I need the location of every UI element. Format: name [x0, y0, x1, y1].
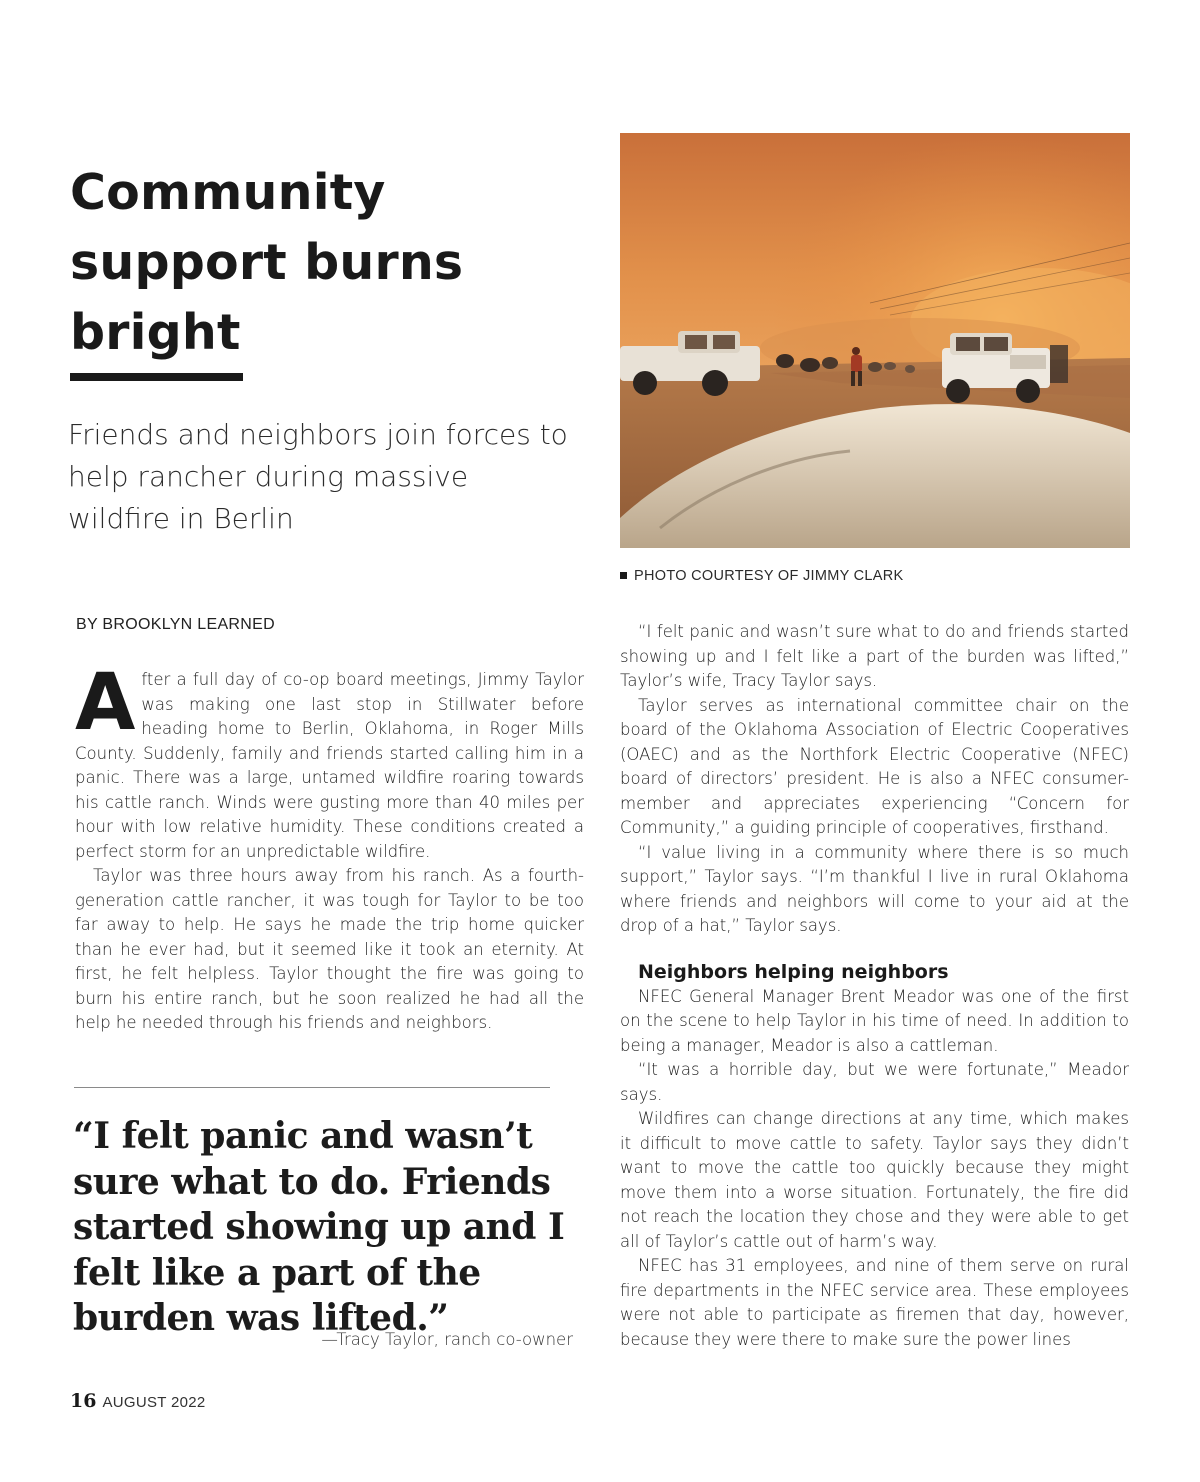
pull-quote: “I felt panic and wasn’t sure what to do. Friends started showing up and I felt like a part of the burden was lifted.” [73, 1115, 565, 1339]
headline-underline-rule [70, 373, 243, 381]
body-paragraph: NFEC General Manager Brent Meador was one of the first on the scene to help Taylor in his time of need. In addition to being a manager, Meador is also a cattleman. [620, 986, 1129, 1055]
drop-cap: A [75, 658, 136, 748]
photo-credit: PHOTO COURTESY OF JIMMY CLARK [634, 568, 904, 584]
body-paragraph: Wildfires can change directions at any time, which makes it difficult to move cattle to safety. Taylor says they didn’t want to move the cattle too quickly because they might move them into a worse situation. Fortunately, the fire did not reach the location they chose and they were able to get all of Taylor’s cattle out of harm’s way. [620, 1109, 1129, 1251]
left-body-column [75, 658, 584, 1036]
deck-subtitle: Friends and neighbors join forces to help rancher during massive wildfire in Berlin [68, 418, 568, 535]
page-footer [70, 1390, 206, 1412]
body-paragraph: Taylor serves as international committee chair on the board of the Oklahoma Association of Electric Cooperatives (OAEC) and as the Northfork Electric Cooperative (NFEC) board of directors’ president. He is also a NFEC consumer-member and appreciates experiencing “Concern for Community,” a guiding principle of cooperatives, firsthand. [620, 695, 1129, 837]
photo-caption [620, 568, 903, 584]
wildfire-photo [620, 133, 1130, 548]
right-body-column [620, 620, 1129, 1352]
section-subhead: Neighbors helping neighbors [638, 960, 949, 983]
byline: BY BROOKLYN LEARNED [76, 616, 275, 633]
headline: Community support burns bright [70, 164, 464, 361]
body-paragraph: Taylor was three hours away from his ranch. As a fourth-generation cattle rancher, it was tough for Taylor to be too far away to help. He says he made the trip home quicker than he ever had, but it seemed like it took an eternity. At first, he felt helpless. Taylor thought the fire was going to burn his entire ranch, but he soon realized he had all the help he needed through his friends and neighbors. [75, 866, 584, 1032]
pull-quote-attribution: —Tracy Taylor, ranch co-owner [321, 1330, 573, 1349]
body-paragraph [75, 658, 584, 864]
pull-quote-divider [74, 1087, 550, 1088]
paragraph-text: fter a full day of co-op board meetings, Jimmy Taylor was making one last stop in Stillwater before heading home to Berlin, Oklahoma, in Roger Mills County. Suddenly, family and friends started calling him in a panic. There was a large, untamed wildfire roaring towards his cattle ranch. Winds were gusting more than 40 miles per hour with low relative humidity. These conditions created a perfect storm for an unpredictable wildfire. [75, 670, 584, 861]
body-paragraph: “It was a horrible day, but we were fortunate,” Meador says. [620, 1060, 1129, 1104]
issue-date: AUGUST 2022 [102, 1394, 206, 1411]
caption-square-icon [620, 572, 627, 579]
body-paragraph: “I value living in a community where there is so much support,” Taylor says. “I’m thankful I live in rural Oklahoma where friends and neighbors will come to your aid at the drop of a hat,” Taylor says. [620, 842, 1129, 935]
body-paragraph: “I felt panic and wasn’t sure what to do and friends started showing up and I felt like a part of the burden was lifted,” Taylor’s wife, Tracy Taylor says. [620, 622, 1129, 690]
page-number: 16 [70, 1390, 97, 1412]
body-paragraph: NFEC has 31 employees, and nine of them serve on rural fire departments in the NFEC service area. These employees were not able to participate as firemen that day, however, because they were there to make sure the power lines [620, 1256, 1129, 1349]
